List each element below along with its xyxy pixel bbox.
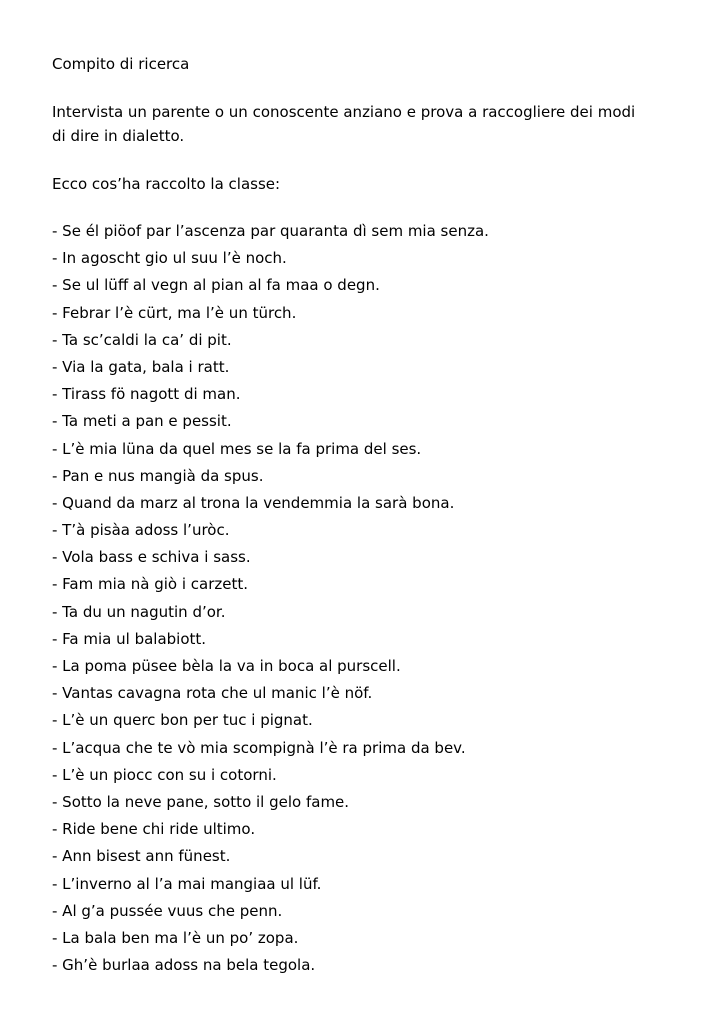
saying-item: - L’è mia lüna da quel mes se la fa prima del ses. xyxy=(52,439,422,458)
saying-item: - Febrar l’è cürt, ma l’è un türch. xyxy=(52,303,297,322)
saying-item: - Ann bisest ann fünest. xyxy=(52,847,231,866)
saying-item: - Se él piöof par l’ascenza par quaranta dì sem mia senza. xyxy=(52,222,489,240)
saying-item: - Vantas cavagna rota che ul manic l’è nöf. xyxy=(52,684,373,703)
saying-item: - Tirass fö nagott di man. xyxy=(52,385,241,404)
saying-item: - Ride bene chi ride ultimo. xyxy=(52,820,256,839)
saying-item: - L’inverno al l’a mai mangiaa ul lüf. xyxy=(52,874,322,893)
saying-item: - Ta sc’caldi la ca’ di pit. xyxy=(52,330,232,349)
saying-item: - La poma püsee bèla la va in boca al purscell. xyxy=(52,657,401,675)
saying-item: - Gh’è burlaa adoss na bela tegola. xyxy=(52,956,316,975)
saying-item: - Ta meti a pan e pessit. xyxy=(52,412,232,431)
instruction-line-1: Intervista un parente o un conoscente anziano e prova a raccogliere dei modi xyxy=(52,103,636,121)
saying-item: - Fam mia nà giò i carzett. xyxy=(52,575,249,594)
saying-item: - Fa mia ul balabiott. xyxy=(52,629,207,648)
saying-item: - Pan e nus mangià da spus. xyxy=(52,466,264,485)
document-page xyxy=(52,52,692,979)
intro-text: Ecco cos’ha raccolto la classe: xyxy=(52,175,281,193)
saying-item: - L’è un querc bon per tuc i pignat. xyxy=(52,711,313,730)
saying-item: - Se ul lüff al vegn al pian al fa maa o degn. xyxy=(52,276,380,295)
document-title: Compito di ricerca xyxy=(52,55,190,73)
instruction-paragraph xyxy=(52,100,692,148)
saying-item: - In agoscht gio ul suu l’è noch. xyxy=(52,249,287,268)
saying-item: - L’acqua che te vò mia scompignà l’è ra prima da bev. xyxy=(52,738,466,757)
instruction-line-2: di dire in dialetto. xyxy=(52,127,185,145)
saying-item: - Via la gata, bala i ratt. xyxy=(52,357,230,376)
saying-item: - Quand da marz al trona la vendemmia la sarà bona. xyxy=(52,493,455,512)
saying-item: - Ta du un nagutin d’or. xyxy=(52,602,226,621)
saying-item: - L’è un piocc con su i cotorni. xyxy=(52,765,277,784)
saying-item: - T’à pisàa adoss l’uròc. xyxy=(52,521,230,540)
sayings-list xyxy=(52,218,692,979)
saying-item: - Sotto la neve pane, sotto il gelo fame. xyxy=(52,792,350,811)
saying-item: - La bala ben ma l’è un po’ zopa. xyxy=(52,928,299,947)
saying-item: - Vola bass e schiva i sass. xyxy=(52,548,251,567)
saying-item: - Al g’a pussée vuus che penn. xyxy=(52,901,283,920)
